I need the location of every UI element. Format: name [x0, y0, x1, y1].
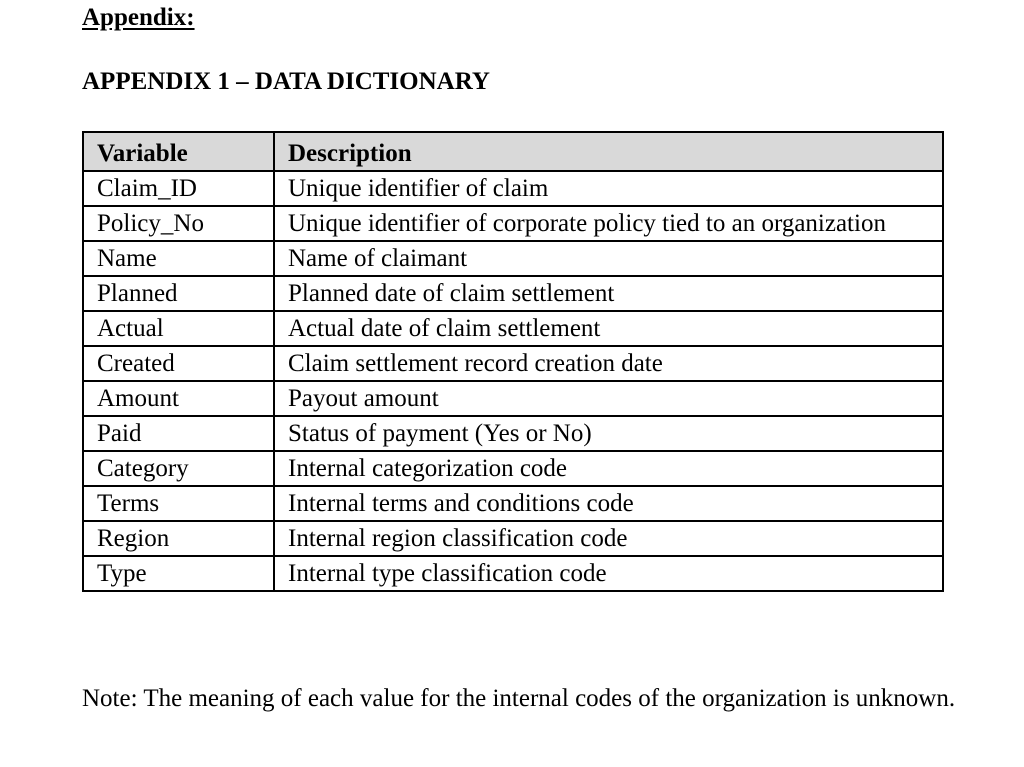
variable-cell: Created [83, 346, 274, 381]
note-paragraph: Note: The meaning of each value for the internal codes of the organization is unknown. [82, 685, 956, 712]
variable-cell: Policy_No [83, 206, 274, 241]
variable-cell: Terms [83, 486, 274, 521]
variable-cell: Region [83, 521, 274, 556]
table-row [83, 346, 943, 381]
description-cell: Planned date of claim settlement [274, 276, 943, 311]
table-row [83, 206, 943, 241]
variable-cell: Paid [83, 416, 274, 451]
table-row [83, 276, 943, 311]
description-cell: Unique identifier of corporate policy tied to an organization [274, 206, 943, 241]
description-cell: Internal type classification code [274, 556, 943, 591]
table-row [83, 241, 943, 276]
description-cell: Actual date of claim settlement [274, 311, 943, 346]
table-row [83, 171, 943, 206]
description-cell: Internal region classification code [274, 521, 943, 556]
variable-cell: Actual [83, 311, 274, 346]
table-row [83, 486, 943, 521]
section-title: APPENDIX 1 – DATA DICTIONARY [82, 68, 490, 95]
column-header-description: Description [274, 132, 943, 171]
description-cell: Name of claimant [274, 241, 943, 276]
variable-cell: Name [83, 241, 274, 276]
table-header-row [83, 132, 943, 171]
description-cell: Status of payment (Yes or No) [274, 416, 943, 451]
table-row [83, 451, 943, 486]
appendix-heading: Appendix: [82, 4, 195, 31]
table-row [83, 416, 943, 451]
description-cell: Claim settlement record creation date [274, 346, 943, 381]
description-cell: Payout amount [274, 381, 943, 416]
data-dictionary-table [82, 131, 944, 592]
description-cell: Internal terms and conditions code [274, 486, 943, 521]
column-header-variable: Variable [83, 132, 274, 171]
description-cell: Internal categorization code [274, 451, 943, 486]
table-row [83, 311, 943, 346]
variable-cell: Amount [83, 381, 274, 416]
variable-cell: Category [83, 451, 274, 486]
variable-cell: Claim_ID [83, 171, 274, 206]
variable-cell: Planned [83, 276, 274, 311]
table-row [83, 521, 943, 556]
table-row [83, 381, 943, 416]
table-row [83, 556, 943, 591]
description-cell: Unique identifier of claim [274, 171, 943, 206]
variable-cell: Type [83, 556, 274, 591]
